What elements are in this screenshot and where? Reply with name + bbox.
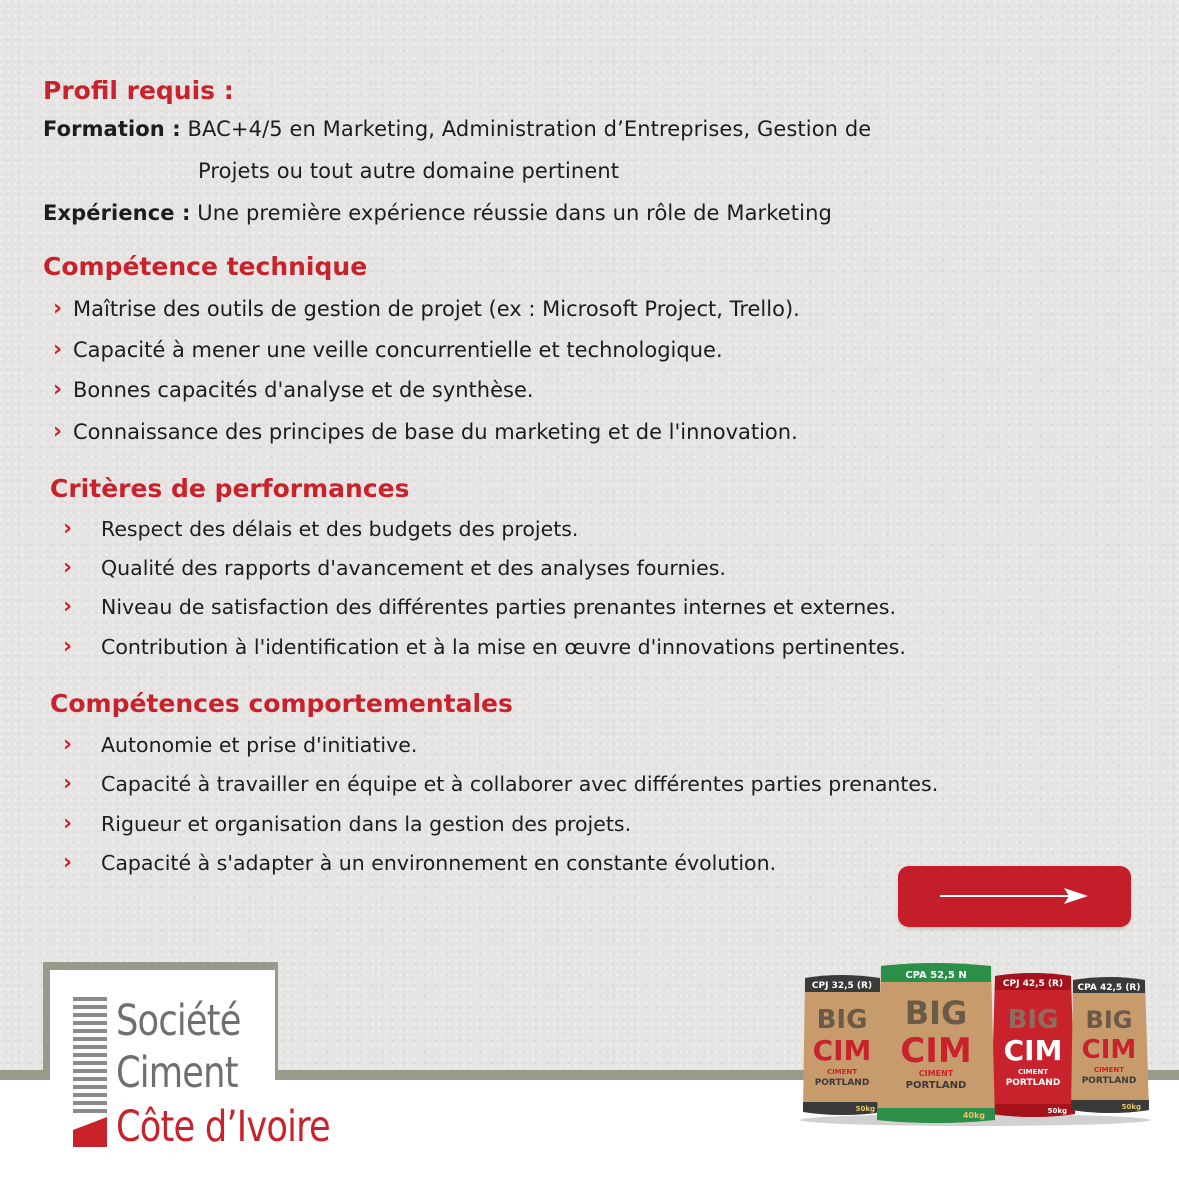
list-item — [63, 634, 906, 659]
logo-text-line3: Côte d’Ivoire — [116, 1102, 330, 1152]
list-item — [53, 377, 534, 402]
list-item — [63, 811, 631, 836]
bag-grade: CPA 42,5 (R) — [1077, 983, 1141, 993]
bag-weight: 40kg — [962, 1111, 985, 1120]
formation-line — [43, 117, 871, 141]
chevron-right-icon: › — [63, 732, 73, 757]
cement-bag — [877, 963, 995, 1123]
list-item — [53, 296, 800, 321]
bag-weight: 50kg — [855, 1105, 875, 1113]
building-logo-icon — [73, 995, 107, 1150]
list-item-text: Capacité à travailler en équipe et à collaborer avec différentes parties prenantes. — [101, 771, 939, 796]
logo-text-line2: Ciment — [116, 1048, 238, 1098]
chevron-right-icon: › — [63, 850, 73, 875]
list-item-text: Qualité des rapports d'avancement et des analyses fournies. — [101, 555, 726, 580]
list-item-text: Capacité à mener une veille concurrentielle et technologique. — [73, 337, 723, 362]
bag-grade: CPA 52,5 N — [905, 970, 967, 981]
bag-brand-top: BIG — [1085, 1006, 1133, 1034]
list-item — [53, 419, 798, 444]
chevron-right-icon: › — [53, 419, 63, 444]
arrow-right-icon — [938, 884, 1090, 908]
cement-bag — [803, 975, 883, 1115]
list-item — [63, 771, 938, 796]
chevron-right-icon: › — [53, 296, 63, 321]
comportement-heading: Compétences comportementales — [50, 689, 513, 718]
bag-sub-2: PORTLAND — [814, 1078, 870, 1088]
chevron-right-icon: › — [63, 516, 73, 541]
cement-bags-image — [795, 962, 1165, 1127]
experience-label: Expérience : — [43, 201, 191, 225]
logo — [50, 970, 330, 1179]
chevron-right-icon: › — [63, 555, 73, 580]
bag-brand-top: BIG — [904, 994, 968, 1032]
chevron-right-icon: › — [53, 337, 63, 362]
list-item-text: Rigueur et organisation dans la gestion des projets. — [101, 811, 632, 836]
cement-bag — [991, 973, 1075, 1117]
list-item-text: Maîtrise des outils de gestion de projet (ex : Microsoft Project, Trello). — [73, 296, 800, 321]
bag-sub-2: PORTLAND — [1081, 1076, 1137, 1086]
bag-weight: 50kg — [1121, 1103, 1141, 1111]
list-item-text: Bonnes capacités d'analyse et de synthèse. — [73, 377, 534, 402]
chevron-right-icon: › — [63, 771, 73, 796]
bag-brand-top: BIG — [1007, 1005, 1059, 1035]
formation-text-2: Projets ou tout autre domaine pertinent — [198, 159, 620, 183]
experience-line — [43, 201, 832, 225]
bag-sub-2: PORTLAND — [905, 1080, 967, 1091]
bag-grade: CPJ 42,5 (R) — [1002, 979, 1064, 989]
bag-brand-top: BIG — [816, 1005, 868, 1035]
list-item — [53, 337, 723, 362]
bag-brand-bottom: CIM — [900, 1031, 972, 1071]
list-item — [63, 594, 896, 619]
cement-bag — [1071, 977, 1149, 1113]
bag-brand-bottom: CIM — [812, 1034, 872, 1067]
chevron-right-icon: › — [53, 377, 63, 402]
experience-text: Une première expérience réussie dans un rôle de Marketing — [197, 201, 832, 225]
chevron-right-icon: › — [63, 594, 73, 619]
bag-sub-1: CIMENT — [1093, 1066, 1125, 1074]
profile-heading: Profil requis : — [43, 76, 234, 105]
bag-sub-1: CIMENT — [918, 1069, 954, 1078]
list-item — [63, 555, 726, 580]
list-item-text: Respect des délais et des budgets des projets. — [101, 516, 579, 541]
bag-weight: 50kg — [1047, 1107, 1067, 1115]
next-button[interactable] — [898, 866, 1131, 927]
bag-sub-1: CIMENT — [826, 1068, 858, 1076]
logo-text-line1: Société — [116, 996, 241, 1046]
chevron-right-icon: › — [63, 634, 73, 659]
list-item-text: Autonomie et prise d'initiative. — [101, 732, 418, 757]
bag-brand-bottom: CIM — [1081, 1035, 1137, 1065]
bag-sub-1: CIMENT — [1017, 1068, 1049, 1076]
list-item — [63, 732, 417, 757]
list-item — [63, 850, 776, 875]
chevron-right-icon: › — [63, 811, 73, 836]
bag-sub-2: PORTLAND — [1005, 1078, 1061, 1088]
list-item-text: Niveau de satisfaction des différentes parties prenantes internes et externes. — [101, 594, 896, 619]
performance-heading: Critères de performances — [50, 474, 410, 503]
bag-grade: CPJ 32,5 (R) — [811, 981, 873, 991]
list-item-text: Connaissance des principes de base du marketing et de l'innovation. — [73, 419, 798, 444]
list-item-text: Capacité à s'adapter à un environnement en constante évolution. — [101, 850, 777, 875]
list-item — [63, 516, 578, 541]
bag-brand-bottom: CIM — [1003, 1034, 1063, 1067]
formation-label: Formation : — [43, 117, 181, 141]
list-item-text: Contribution à l'identification et à la mise en œuvre d'innovations pertinentes. — [101, 634, 906, 659]
technique-heading: Compétence technique — [43, 252, 368, 281]
formation-text: BAC+4/5 en Marketing, Administration d’Entreprises, Gestion de — [187, 117, 872, 141]
